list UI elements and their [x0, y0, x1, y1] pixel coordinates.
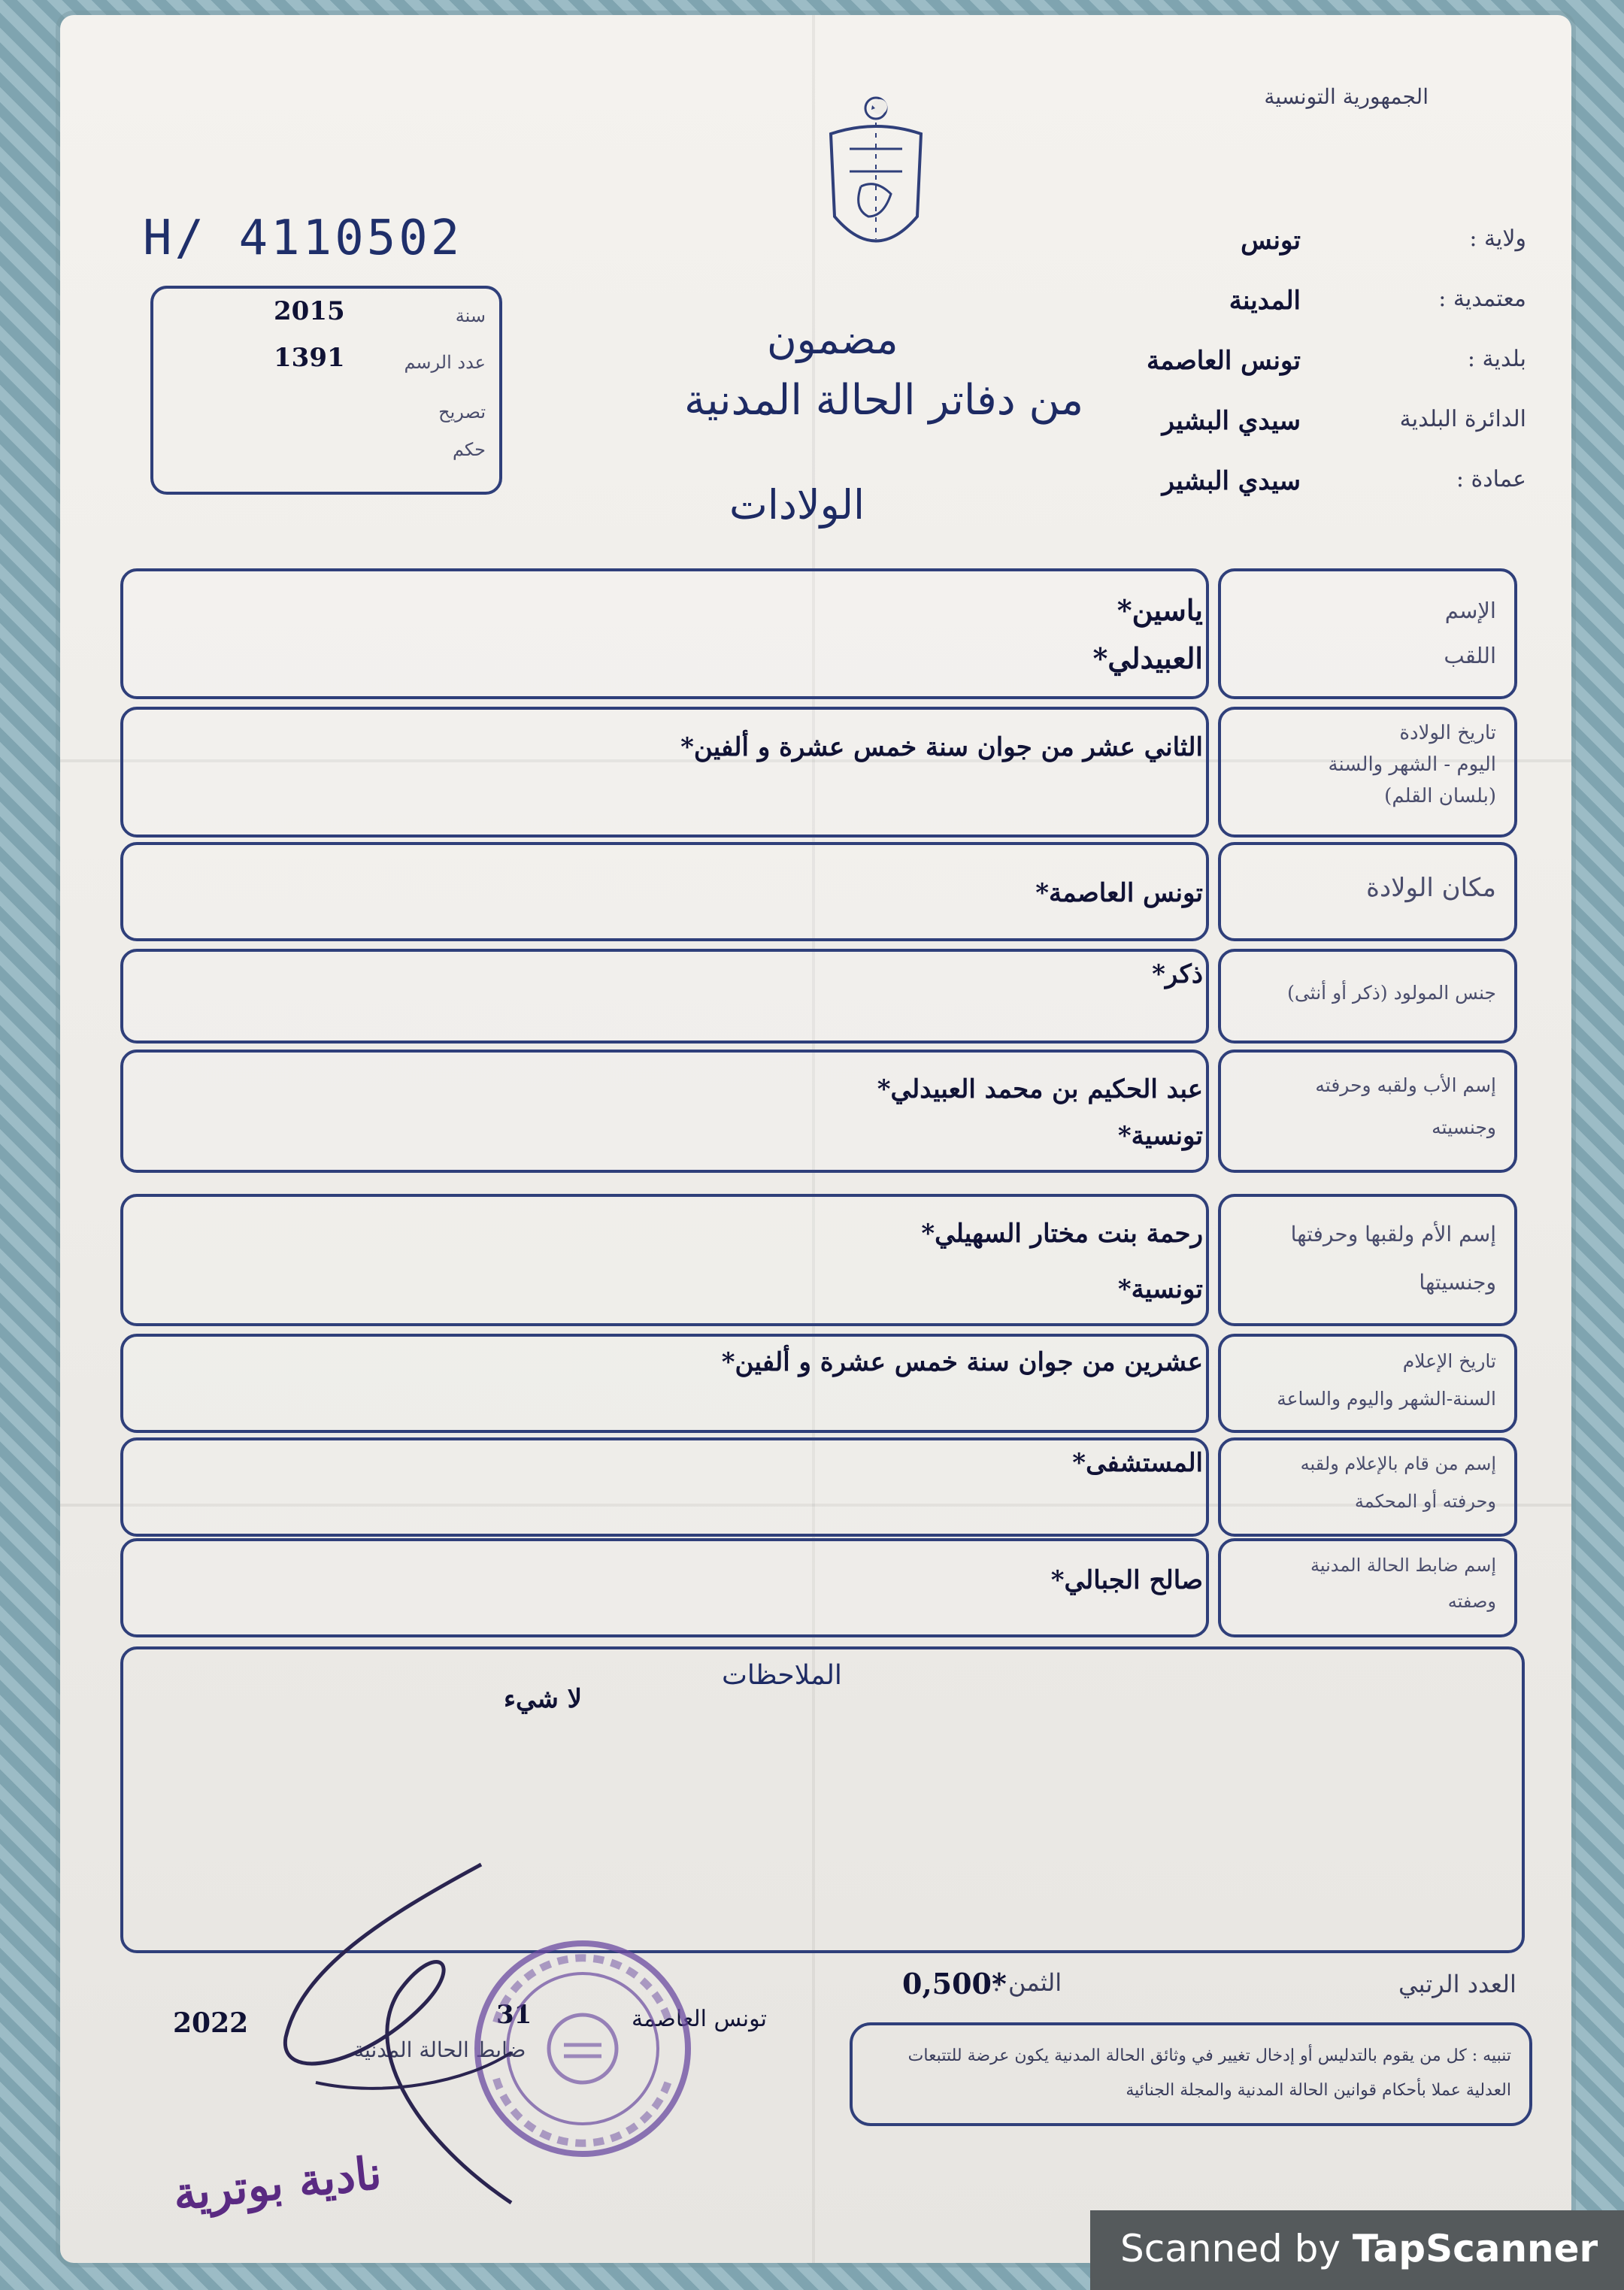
birth-place-value: تونس العاصمة*: [1035, 878, 1203, 908]
birth-date-label: تاريخ الولادة اليوم - الشهر والسنة (بلسان القلم): [1328, 722, 1496, 807]
delegation-label: معتمدية :: [1438, 286, 1526, 312]
birth-date-value: الثاني عشر من جوان سنة خمس عشرة و ألفين*: [680, 732, 1203, 762]
governorate-label: ولاية :: [1469, 226, 1526, 252]
sex-value-box: [120, 949, 1209, 1044]
remarks-title: الملاحظات: [722, 1660, 842, 1691]
issue-year: 2022: [173, 2007, 249, 2039]
declaration-label: تصريح: [438, 401, 486, 423]
serial-order-label: العدد الرتبي: [1398, 1970, 1516, 1998]
remarks-value: لا شيء: [504, 1684, 583, 1714]
declaration-date-label: تاريخ الإعلام السنة-الشهر واليوم والساعة: [1277, 1350, 1496, 1410]
ruling-label: حكم: [452, 439, 486, 460]
watermark-prefix: Scanned by: [1120, 2227, 1341, 2270]
district-value: سيدي البشير: [1162, 406, 1301, 436]
registers-title: من دفاتر الحالة المدنية: [684, 376, 1084, 425]
price-value: 0,500*: [902, 1967, 1007, 2001]
birth-place-label: مكان الولادة: [1366, 873, 1496, 903]
registration-box: [150, 286, 502, 495]
record-number-label: عدد الرسم: [404, 352, 486, 373]
issue-place: تونس العاصمة: [632, 2006, 767, 2032]
sex-value: ذكر*: [1152, 959, 1203, 989]
municipality-value: تونس العاصمة: [1147, 346, 1301, 376]
record-number-value: 1391: [274, 343, 345, 373]
serial-number: H/ 4110502: [143, 211, 463, 266]
issue-day: 31: [496, 2000, 532, 2030]
year-value: 2015: [274, 296, 345, 326]
municipality-label: بلدية :: [1467, 346, 1526, 372]
year-label: سنة: [455, 305, 486, 326]
father-label: إسم الأب ولقبه وحرفته وجنسيته: [1315, 1074, 1496, 1138]
father-value: عبد الحكيم بن محمد العبيدلي* تونسية*: [877, 1074, 1203, 1151]
sector-value: سيدي البشير: [1162, 466, 1301, 496]
extract-title: مضمون: [767, 316, 898, 363]
delegation-value: المدينة: [1229, 286, 1301, 316]
mother-value: رحمة بنت مختار السهيلي* تونسية*: [921, 1219, 1203, 1304]
governorate-value: تونس: [1241, 226, 1301, 256]
officer-value: صالح الجبالي*: [1050, 1565, 1203, 1595]
officer-signature-label: ضابط الحالة المدنية: [353, 2037, 526, 2062]
scanner-watermark-text: [1120, 2227, 1598, 2270]
watermark-brand: TapScanner: [1352, 2227, 1598, 2270]
name-value-box: [120, 568, 1209, 699]
name-label: الإسم اللقب: [1444, 598, 1496, 668]
republic-title: الجمهورية التونسية: [1264, 84, 1429, 109]
declarant-value-box: [120, 1437, 1209, 1537]
hand-stamp: نادية بوترية: [171, 2146, 384, 2222]
district-label: الدائرة البلدية: [1399, 406, 1526, 432]
mother-label: إسم الأم ولقبها وحرفتها وجنسيتها: [1290, 1222, 1496, 1295]
declarant-value: المستشفى*: [1072, 1448, 1203, 1478]
name-value: ياسين* العبيدلي*: [1092, 593, 1203, 675]
births-title: الولادات: [729, 481, 865, 529]
sector-label: عمادة :: [1456, 466, 1526, 492]
officer-value-box: [120, 1538, 1209, 1637]
sex-label: جنس المولود (ذكر أو أنثى): [1287, 982, 1496, 1004]
notice-text: تنبيه : كل من يقوم بالتدليس أو إدخال تغيير في وثائق الحالة المدنية يكون عرضة للتتبعات العدلية عملا بأحكام قوانين الحالة المدنية والمجلة الجنائية: [907, 2046, 1511, 2100]
declaration-date-value: عشرين من جوان سنة خمس عشرة و ألفين*: [721, 1347, 1203, 1377]
officer-label: إسم ضابط الحالة المدنية وصفته: [1310, 1555, 1496, 1612]
price-label: الثمن :: [992, 1968, 1062, 1997]
declarant-label: إسم من قام بالإعلام ولقبه وحرفته أو المحكمة: [1300, 1453, 1496, 1512]
